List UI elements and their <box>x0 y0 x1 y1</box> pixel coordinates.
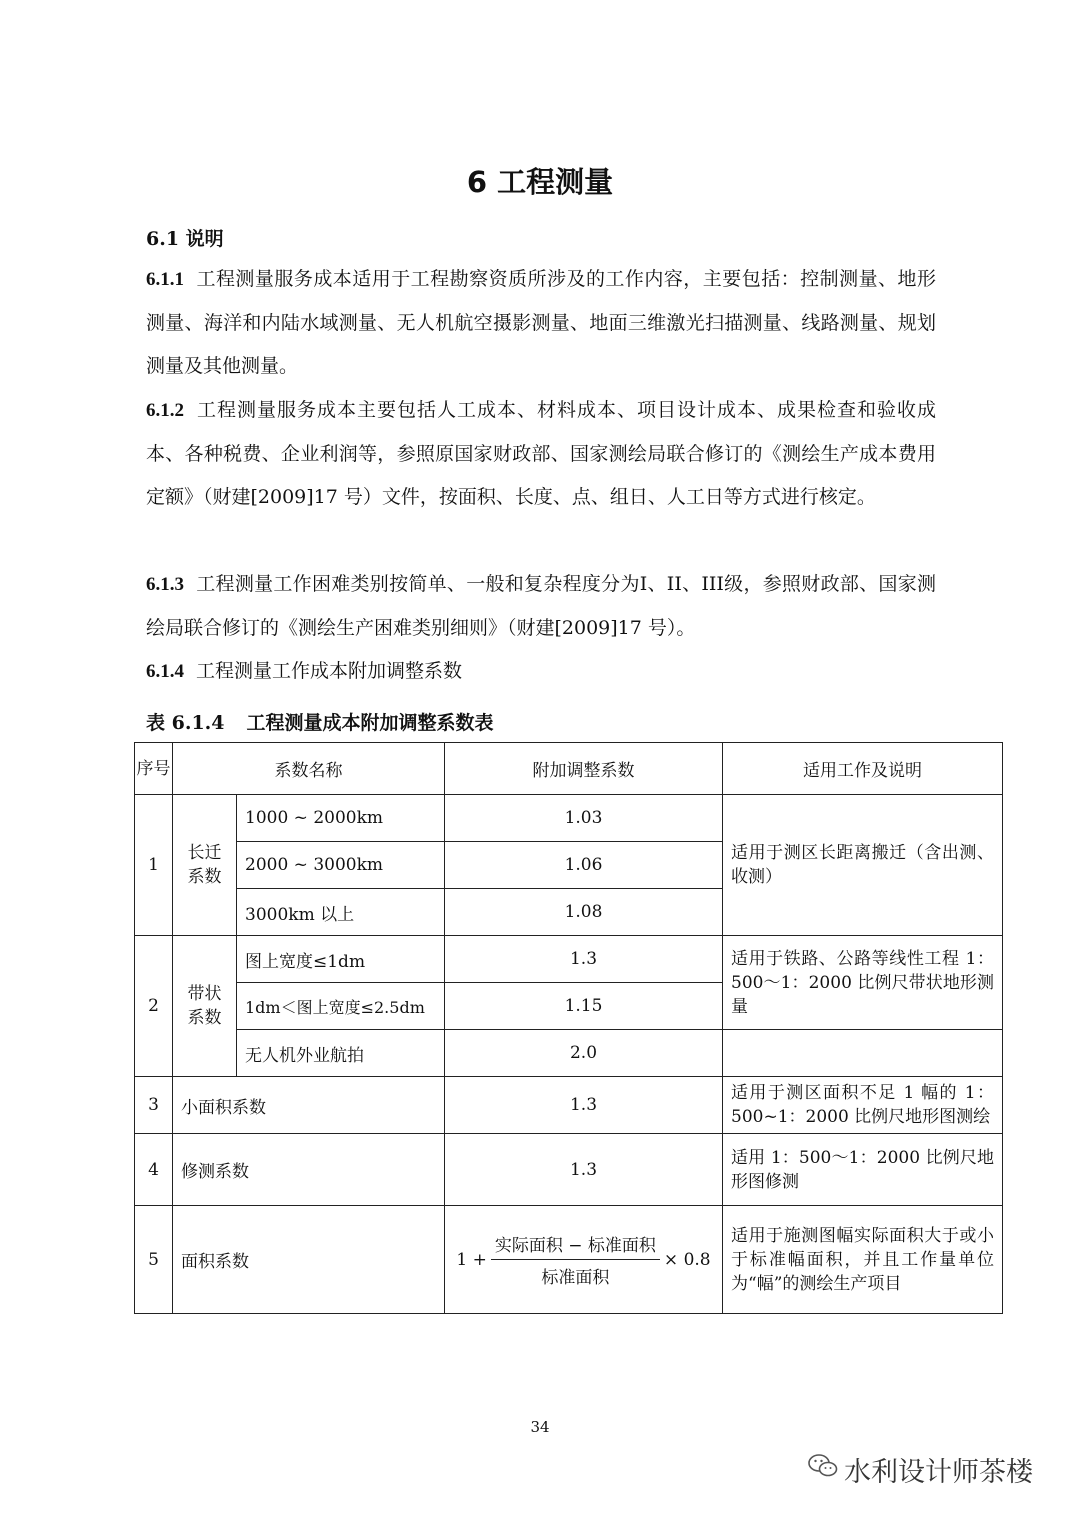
row-name: 小面积系数 <box>173 1077 445 1134</box>
formula-prefix: 1 + <box>456 1249 487 1270</box>
row-value: 1.3 <box>445 1077 723 1134</box>
row-item-value: 1.15 <box>445 983 723 1030</box>
row-item-value: 1.3 <box>445 936 723 983</box>
paragraph-6-1-2 <box>146 389 936 520</box>
paragraph-text: 工程测量工作困难类别按简单、一般和复杂程度分为I、II、III级，参照财政部、国家测绘局联合修订的《测绘生产困难类别细则》（财建[2009]17 号）。 <box>146 573 936 639</box>
row-item-name: 3000km 以上 <box>237 889 445 936</box>
paragraph-number: 6.1.4 <box>146 661 184 682</box>
paragraph-6-1-1 <box>146 258 936 389</box>
table-header-row <box>135 743 1003 795</box>
row-item-name: 2000 ~ 3000km <box>237 842 445 889</box>
chapter-title: 6 工程测量 <box>466 165 614 199</box>
formula-denominator: 标准面积 <box>541 1268 610 1288</box>
header-note: 适用工作及说明 <box>723 743 1003 795</box>
table-caption-text: 工程测量成本附加调整系数表 <box>246 712 494 734</box>
empty-note-cell <box>723 1030 1003 1077</box>
header-seq: 序号 <box>135 743 173 795</box>
table-row <box>135 795 1003 842</box>
row-seq: 3 <box>135 1077 173 1134</box>
row-seq: 1 <box>135 795 173 936</box>
table-row <box>135 1134 1003 1206</box>
row-item-name: 1dm＜图上宽度≤2.5dm <box>237 983 445 1030</box>
wechat-icon <box>808 1453 838 1486</box>
row-seq: 5 <box>135 1206 173 1314</box>
paragraph-6-1-4 <box>146 650 936 694</box>
row-value: 1.3 <box>445 1134 723 1206</box>
formula-suffix: × 0.8 <box>663 1249 711 1270</box>
watermark-text: 水利设计师茶楼 <box>844 1457 1033 1488</box>
table-caption <box>146 708 494 735</box>
row-note: 适用于测区长距离搬迁（含出测、收测） <box>723 795 1003 936</box>
row-name: 面积系数 <box>173 1206 445 1314</box>
page-number: 34 <box>530 1418 550 1436</box>
row-note: 适用于施测图幅实际面积大于或小于标准幅面积，并且工作量单位为“幅”的测绘生产项目 <box>723 1206 1003 1314</box>
area-formula <box>456 1231 710 1288</box>
table-row <box>135 1030 1003 1077</box>
header-value: 附加调整系数 <box>445 743 723 795</box>
paragraph-number: 6.1.2 <box>146 400 184 421</box>
row-item-value: 2.0 <box>445 1030 723 1077</box>
formula-numerator: 实际面积 − 标准面积 <box>491 1231 660 1260</box>
row-seq: 2 <box>135 936 173 1077</box>
row-item-value: 1.03 <box>445 795 723 842</box>
row-item-value: 1.08 <box>445 889 723 936</box>
paragraph-text: 工程测量服务成本主要包括人工成本、材料成本、项目设计成本、成果检查和验收成本、各种税费、企业利润等，参照原国家财政部、国家测绘局联合修订的《测绘生产成本费用定额》（财建[2009]17 号）文件，按面积、长度、点、组日、人工日等方式进行核定。 <box>146 399 936 508</box>
section-heading: 6.1 说明 <box>146 228 224 250</box>
paragraph-text: 工程测量服务成本适用于工程勘察资质所涉及的工作内容，主要包括：控制测量、地形测量、海洋和内陆水域测量、无人机航空摄影测量、地面三维激光扫描测量、线路测量、规划测量及其他测量。 <box>146 268 936 377</box>
paragraph-number: 6.1.1 <box>146 269 184 290</box>
table-row <box>135 936 1003 983</box>
coefficient-table <box>134 742 1003 1314</box>
formula-fraction <box>491 1231 660 1288</box>
row-item-name: 1000 ~ 2000km <box>237 795 445 842</box>
table-row <box>135 1206 1003 1314</box>
row-item-name: 无人机外业航拍 <box>237 1030 445 1077</box>
header-name: 系数名称 <box>173 743 445 795</box>
row-item-value: 1.06 <box>445 842 723 889</box>
row-note: 适用 1：500～1：2000 比例尺地形图修测 <box>723 1134 1003 1206</box>
row-group-name: 长迁系数 <box>173 795 237 936</box>
row-group-name: 带状系数 <box>173 936 237 1077</box>
table-row <box>135 1077 1003 1134</box>
paragraph-text: 工程测量工作成本附加调整系数 <box>196 660 463 682</box>
row-note: 适用于铁路、公路等线性工程 1：500～1：2000 比例尺带状地形测量 <box>723 936 1003 1030</box>
row-formula-cell <box>445 1206 723 1314</box>
row-item-name: 图上宽度≤1dm <box>237 936 445 983</box>
row-name: 修测系数 <box>173 1134 445 1206</box>
paragraph-6-1-3 <box>146 563 936 650</box>
watermark <box>808 1450 1033 1489</box>
row-seq: 4 <box>135 1134 173 1206</box>
row-note: 适用于测区面积不足 1 幅的 1：500~1：2000 比例尺地形图测绘 <box>723 1077 1003 1134</box>
paragraph-number: 6.1.3 <box>146 574 184 595</box>
table-caption-number: 表 6.1.4 <box>146 712 225 734</box>
